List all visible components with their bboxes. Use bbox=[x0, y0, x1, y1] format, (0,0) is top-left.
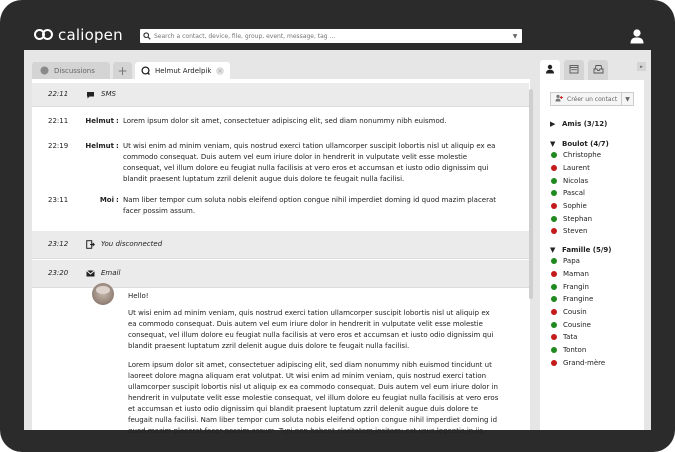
contact-item[interactable] bbox=[550, 306, 640, 319]
email-paragraph: Lorem ipsum dolor sit amet, consectetuer adipiscing elit, sed diam nonummy nibh euismod tincidunt ut laoreet dolore magna aliquam erat volutpat. Ut wisi enim ad minim veniam, quis nostrud exerci tation ullamcorper suscipit lobortis nisl ut aliquip ex ea commodo consequat. Duis autem vel eum iriure dolor in hendrerit in vulputate velit esse molestie consequat, vel illum dolore eu feugiat nulla facilisis at vero eros et accumsan et iusto odio dignissim qui blandit praesent luptatum zzril delenit augue duis dolore te feugait nulla facilisi. Nam liber tempor cum soluta nobis eleifend option congue nihil imperdiet doming id quod mazim placerat facer possim assum. Typi non habent claritatem insitam; est usus legentis in iis bbox=[128, 361, 499, 435]
message-author: Helmut bbox=[85, 117, 114, 125]
status-offline-icon bbox=[551, 271, 557, 277]
avatar bbox=[92, 283, 114, 305]
group-label: Boulot (4/7) bbox=[562, 139, 609, 148]
group-label: Famille (5/9) bbox=[562, 245, 612, 254]
message-time: 22:11 bbox=[48, 117, 69, 125]
message-text: Ut wisi enim ad minim veniam, quis nostrud exerci tation ullamcorper suscipit lobortis nisl ut aliquip ex ea commodo consequat. Duis autem vel eum iriure dolor in hendrerit in vulputate velit esse molestie consequat, vel illum dolore eu feugiat nulla facilisis at vero eros et accumsan et iusto odio dignissim qui blandit praesent luptatum zzril delenit augue duis dolore te feugait nulla facilisi. bbox=[123, 142, 496, 183]
status-offline-icon bbox=[551, 203, 557, 209]
event-time: 23:20 bbox=[48, 269, 69, 277]
contact-item[interactable] bbox=[550, 149, 640, 162]
contact-item[interactable] bbox=[550, 344, 640, 357]
calendar-icon bbox=[569, 64, 579, 76]
status-offline-icon bbox=[551, 165, 557, 171]
contact-item[interactable] bbox=[550, 255, 640, 268]
collapse-arrow-icon: ▼ bbox=[550, 139, 556, 148]
contact-group-famille bbox=[550, 244, 640, 369]
message-text: Nam liber tempor cum soluta nobis eleifend option congue nihil imperdiet doming id quod mazim placerat facer possim assum. bbox=[123, 196, 497, 215]
message-row bbox=[32, 141, 529, 187]
contact-name: Cousine bbox=[563, 320, 591, 329]
message-row bbox=[32, 195, 529, 219]
sidebar-tabs bbox=[540, 60, 644, 80]
contact-item[interactable] bbox=[550, 293, 640, 306]
tab-contacts[interactable] bbox=[540, 60, 560, 80]
tab-inbox[interactable] bbox=[588, 60, 608, 80]
create-contact-button[interactable] bbox=[550, 92, 634, 106]
event-time: 22:11 bbox=[48, 90, 69, 98]
contact-name: Laurent bbox=[563, 164, 590, 173]
app-logo[interactable] bbox=[34, 26, 123, 44]
group-label: Amis (3/12) bbox=[562, 119, 608, 128]
group-header[interactable] bbox=[550, 118, 640, 129]
status-offline-icon bbox=[551, 334, 557, 340]
status-online-icon bbox=[551, 347, 557, 353]
email-icon bbox=[86, 270, 96, 277]
contact-name: Frangin bbox=[563, 282, 589, 291]
contacts-sidebar bbox=[540, 60, 644, 430]
close-icon[interactable]: × bbox=[217, 66, 223, 75]
event-label: You disconnected bbox=[101, 240, 163, 248]
status-offline-icon bbox=[551, 360, 557, 366]
scrollbar[interactable] bbox=[529, 89, 533, 299]
status-online-icon bbox=[551, 152, 557, 158]
search-bar[interactable] bbox=[140, 29, 522, 43]
status-online-icon bbox=[551, 216, 557, 222]
contact-item[interactable] bbox=[550, 280, 640, 293]
contact-name: Cousin bbox=[563, 308, 587, 317]
message-author: Moi bbox=[99, 196, 114, 204]
contact-group-amis bbox=[550, 118, 640, 129]
contact-item[interactable] bbox=[550, 268, 640, 281]
contact-name: Grand-mère bbox=[563, 358, 606, 367]
status-online-icon bbox=[551, 178, 557, 184]
create-contact-label-wrap bbox=[551, 94, 621, 104]
discussion-icon bbox=[40, 66, 49, 75]
contact-item[interactable] bbox=[550, 200, 640, 213]
contact-name: Steven bbox=[563, 227, 588, 236]
status-online-icon bbox=[551, 284, 557, 290]
contact-name: Tonton bbox=[563, 346, 587, 355]
contact-item[interactable] bbox=[550, 187, 640, 200]
contact-name: Christophe bbox=[563, 151, 602, 160]
status-online-icon bbox=[551, 258, 557, 264]
plus-icon: + bbox=[117, 63, 128, 78]
contact-name: Papa bbox=[563, 257, 580, 266]
contact-name: Tata bbox=[563, 333, 578, 342]
add-user-icon bbox=[555, 94, 563, 104]
status-online-icon bbox=[551, 190, 557, 196]
message-time: 23:11 bbox=[48, 196, 69, 204]
message-row bbox=[32, 116, 529, 130]
contact-item[interactable] bbox=[550, 225, 640, 238]
expand-arrow-icon: ▶ bbox=[550, 119, 556, 128]
tab-label: Helmut Ardelpik bbox=[155, 66, 212, 75]
contact-item[interactable] bbox=[550, 318, 640, 331]
contact-name: Sophie bbox=[563, 202, 587, 211]
tab-label: Discussions bbox=[54, 66, 95, 75]
message-time: 22:19 bbox=[48, 142, 69, 150]
contact-item[interactable] bbox=[550, 162, 640, 175]
event-time: 23:12 bbox=[48, 240, 69, 248]
sms-icon bbox=[86, 91, 96, 99]
chevron-down-icon[interactable]: ▼ bbox=[512, 32, 518, 40]
contact-item[interactable] bbox=[550, 212, 640, 225]
contact-name: Maman bbox=[563, 270, 589, 279]
contacts-list-panel bbox=[540, 80, 644, 430]
chevron-down-icon[interactable]: ▼ bbox=[621, 93, 633, 105]
event-label: SMS bbox=[101, 90, 116, 98]
inbox-icon bbox=[593, 64, 604, 76]
search-input[interactable] bbox=[154, 30, 508, 42]
contact-name: Nicolas bbox=[563, 176, 589, 185]
status-online-icon bbox=[551, 296, 557, 302]
logout-icon bbox=[86, 240, 96, 249]
contact-item[interactable] bbox=[550, 357, 640, 370]
collapse-sidebar-button[interactable]: ▸ bbox=[637, 62, 646, 71]
status-offline-icon bbox=[551, 228, 557, 234]
contact-name: Stephan bbox=[563, 214, 593, 223]
tab-discussions[interactable] bbox=[32, 62, 110, 79]
user-account-icon[interactable] bbox=[629, 28, 645, 44]
author-separator: : bbox=[116, 117, 119, 125]
contact-item[interactable] bbox=[550, 331, 640, 344]
event-label: Email bbox=[101, 269, 121, 277]
contact-group-boulot bbox=[550, 138, 640, 238]
email-greeting: Hello! bbox=[128, 292, 149, 300]
search-icon[interactable] bbox=[140, 32, 154, 40]
conversation-panel[interactable] bbox=[32, 79, 530, 435]
author-separator: : bbox=[116, 142, 119, 150]
contact-item[interactable] bbox=[550, 174, 640, 187]
tab-calendar[interactable] bbox=[564, 60, 584, 80]
group-header[interactable] bbox=[550, 138, 640, 149]
collapse-arrow-icon: ▼ bbox=[550, 245, 556, 254]
create-contact-label: Créer un contact bbox=[567, 95, 618, 103]
message-author: Helmut bbox=[85, 142, 114, 150]
event-row-disconnected bbox=[32, 231, 529, 259]
author-separator: : bbox=[116, 196, 119, 204]
tab-helmut-ardelpik[interactable] bbox=[135, 62, 230, 79]
contacts-icon bbox=[545, 64, 555, 76]
logo-icon bbox=[34, 28, 54, 42]
event-row-sms bbox=[32, 83, 529, 107]
message-text: Lorem ipsum dolor sit amet, consectetuer adipiscing elit, sed diam nonummy nibh euismod. bbox=[123, 117, 447, 125]
contact-name: Frangine bbox=[563, 295, 594, 304]
tab-bar bbox=[32, 62, 230, 79]
email-paragraph: Ut wisi enim ad minim veniam, quis nostrud exerci tation ullamcorper suscipit lobortis nisl ut aliquip ex ea commodo consequat. Duis autem vel eum iriure dolor in hendrerit in vulputate velit esse molestie consequat, vel illum dolore eu feugiat nulla facilisis at vero eros et accumsan et iusto odio dignissim qui blandit praesent luptatum zzril delenit augue duis dolore te feugait nulla facilisi. bbox=[128, 309, 494, 350]
contact-name: Pascal bbox=[563, 189, 585, 198]
app-name: caliopen bbox=[58, 26, 123, 44]
discussion-icon bbox=[141, 66, 150, 75]
group-header[interactable] bbox=[550, 244, 640, 255]
status-online-icon bbox=[551, 322, 557, 328]
status-offline-icon bbox=[551, 309, 557, 315]
new-tab-button[interactable] bbox=[113, 62, 132, 79]
main-screen bbox=[24, 50, 651, 435]
